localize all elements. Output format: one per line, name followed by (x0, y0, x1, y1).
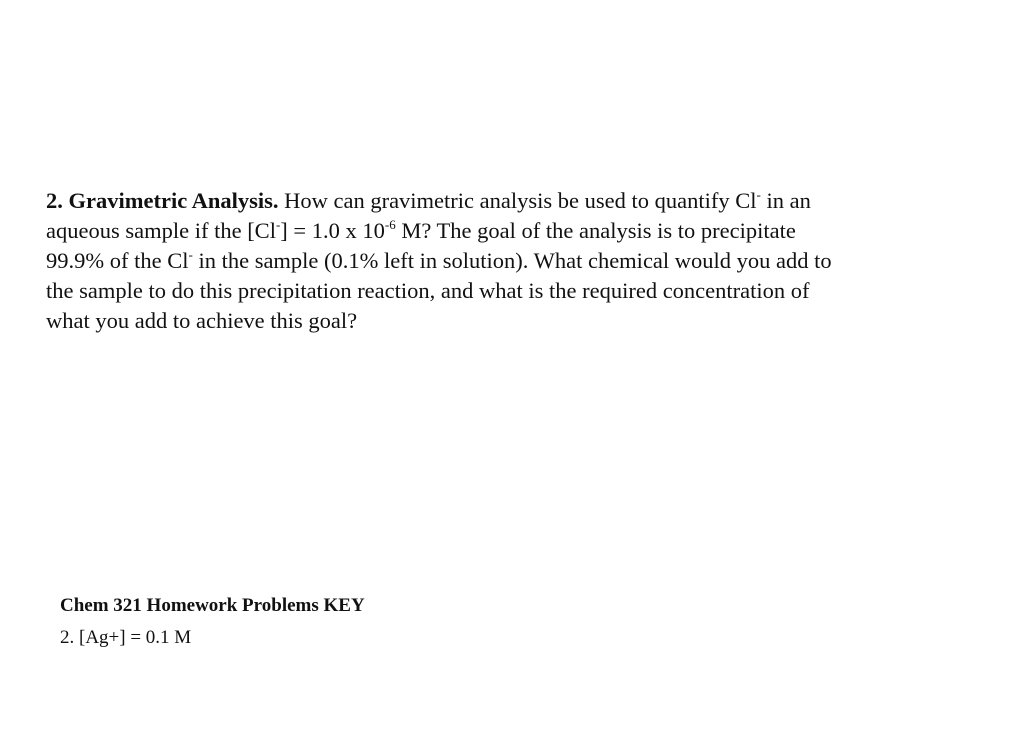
problem-line-2 (46, 216, 946, 246)
answer-key-title: Chem 321 Homework Problems KEY (60, 595, 365, 616)
problem-line-1 (46, 186, 946, 216)
problem-text: aqueous sample if the [Cl (46, 218, 276, 243)
answer-key (60, 590, 365, 654)
superscript: - (756, 187, 761, 202)
problem-line-3 (46, 246, 946, 276)
problem-heading: 2. Gravimetric Analysis. (46, 188, 279, 213)
superscript: -6 (384, 217, 396, 232)
problem-text: in the sample (0.1% left in solution). What chemical would you add to (192, 248, 832, 273)
problem-text: in an (760, 188, 811, 213)
problem-line-5: what you add to achieve this goal? (46, 308, 358, 333)
problem-statement (46, 186, 946, 336)
superscript: - (275, 217, 281, 232)
problem-text: ] = 1.0 x 10 (280, 218, 385, 243)
problem-text: How can gravimetric analysis be used to quantify Cl (278, 188, 757, 213)
answer-key-answer: 2. [Ag+] = 0.1 M (60, 627, 192, 648)
problem-line-4: the sample to do this precipitation reaction, and what is the required concentration of (46, 278, 810, 303)
problem-text: 99.9% of the Cl (46, 248, 189, 273)
problem-text: M? The goal of the analysis is to precipitate (395, 218, 796, 243)
superscript: - (188, 247, 193, 262)
